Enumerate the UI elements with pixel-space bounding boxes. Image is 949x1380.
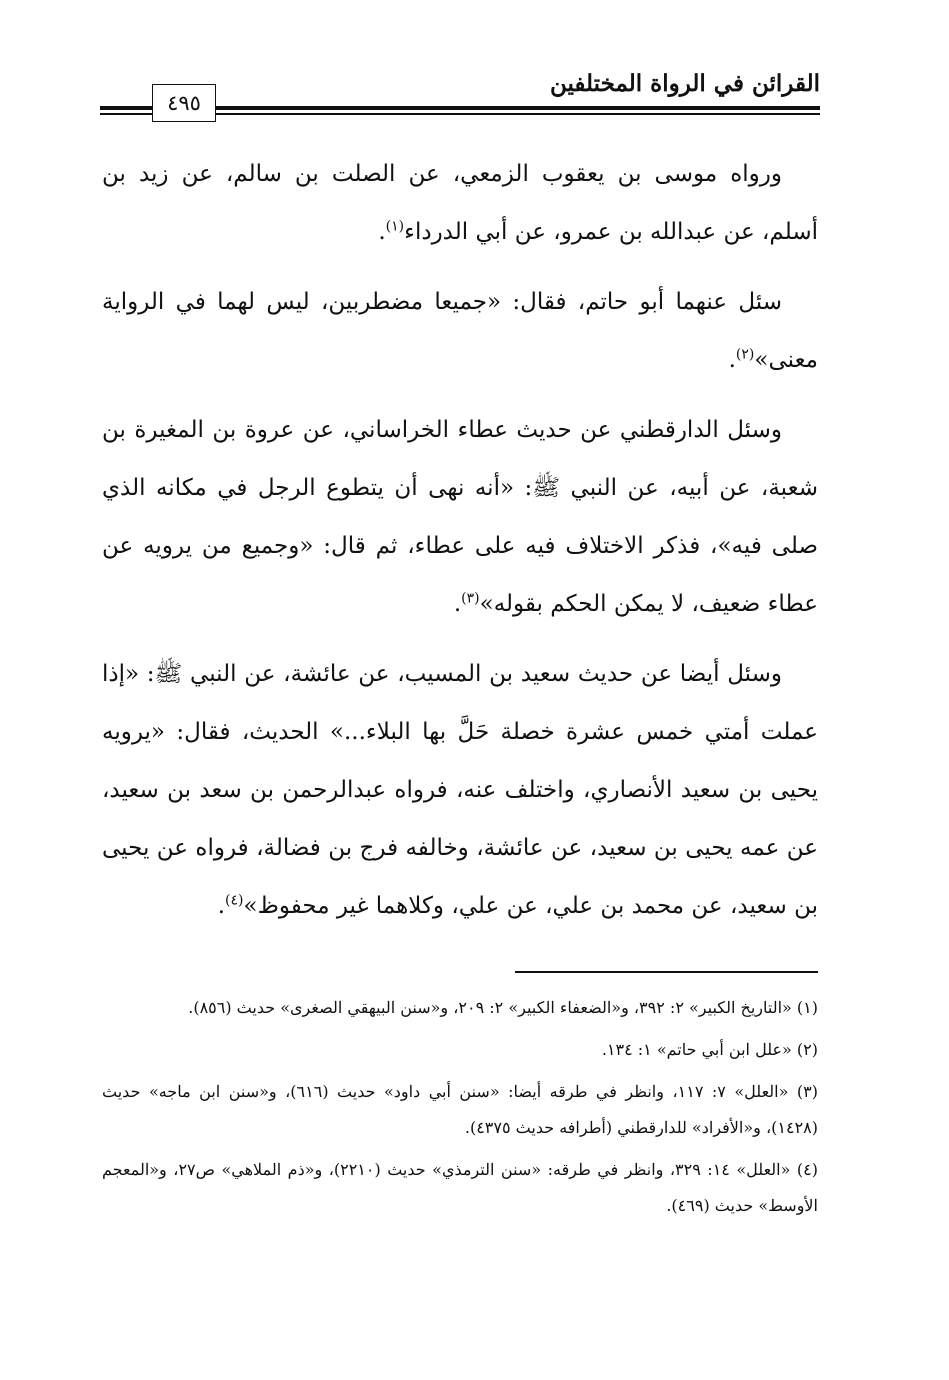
footnotes: [102, 990, 818, 1230]
footnote-ref: (٢): [735, 346, 755, 363]
paragraph-2: [102, 273, 818, 389]
paragraph-1: [102, 145, 818, 261]
footnote-2: (٢) «علل ابن أبي حاتم» ١: ١٣٤.: [601, 1040, 818, 1059]
footnote-3: (٣) «العلل» ٧: ١١٧، وانظر في طرقه أيضا: «سنن أبي داود» حديث (٦١٦)، و«سنن ابن ماجه» حديث (١٤٢٨)، و«الأفراد» للدارقطني (أطرافه حديث ٤٣٧٥).: [102, 1082, 818, 1137]
running-title: القرائن في الرواة المختلفين: [549, 70, 820, 97]
footnote-ref: (١): [385, 218, 405, 235]
paragraph-4: [102, 645, 818, 935]
footnote-separator: [515, 971, 818, 973]
footnote-ref: (٤): [225, 892, 244, 909]
page-number: ٤٩٥: [152, 84, 216, 122]
paragraph-text: سئل عنهما أبو حاتم، فقال: «جميعا مضطربين، ليس لهما في الرواية معنى»: [102, 289, 818, 373]
paragraph-end: .: [217, 893, 226, 919]
paragraph-text: وسئل الدارقطني عن حديث عطاء الخراساني، عن عروة بن المغيرة بن شعبة، عن أبيه، عن النبي ﷺ: «أنه نهى أن يتطوع الرجل في مكانه الذي صلى فيه»، فذكر الاختلاف فيه على عطاء، ثم قال: «وجميع من يرويه عن عطاء ضعيف، لا يمكن الحكم بقوله»: [102, 417, 818, 617]
paragraph-end: .: [378, 219, 386, 245]
paragraph-end: .: [728, 347, 736, 373]
footnote-ref: (٣): [461, 590, 480, 607]
paragraph-end: .: [453, 591, 462, 617]
paragraph-text: وسئل أيضا عن حديث سعيد بن المسيب، عن عائشة، عن النبي ﷺ: «إذا عملت أمتي خمس عشرة خصلة حَلَّ بها البلاء...» الحديث، فقال: «يرويه يحيى بن سعيد الأنصاري، واختلف عنه، فرواه عبدالرحمن بن سعد بن سعيد، عن عمه يحيى بن سعيد، عن عائشة، وخالفه فرج بن فضالة، فرواه عن يحيى بن سعيد، عن محمد بن علي، عن علي، وكلاهما غير محفوظ»: [102, 661, 818, 919]
paragraph-3: [102, 401, 818, 633]
main-text: [102, 145, 818, 947]
footnote-4: (٤) «العلل» ١٤: ٣٢٩، وانظر في طرقه: «سنن الترمذي» حديث (٢٢١٠)، و«ذم الملاهي» ص٢٧، و«المعجم الأوسط» حديث (٤٦٩).: [102, 1160, 819, 1215]
footnote-1: (١) «التاريخ الكبير» ٢: ٣٩٢، و«الضعفاء الكبير» ٢: ٢٠٩، و«سنن البيهقي الصغرى» حديث (٨٥٦).: [188, 998, 818, 1017]
paragraph-text: ورواه موسى بن يعقوب الزمعي، عن الصلت بن سالم، عن زيد بن أسلم، عن عبدالله بن عمرو، عن أبي الدرداء: [102, 161, 818, 245]
page-header: [100, 66, 820, 126]
